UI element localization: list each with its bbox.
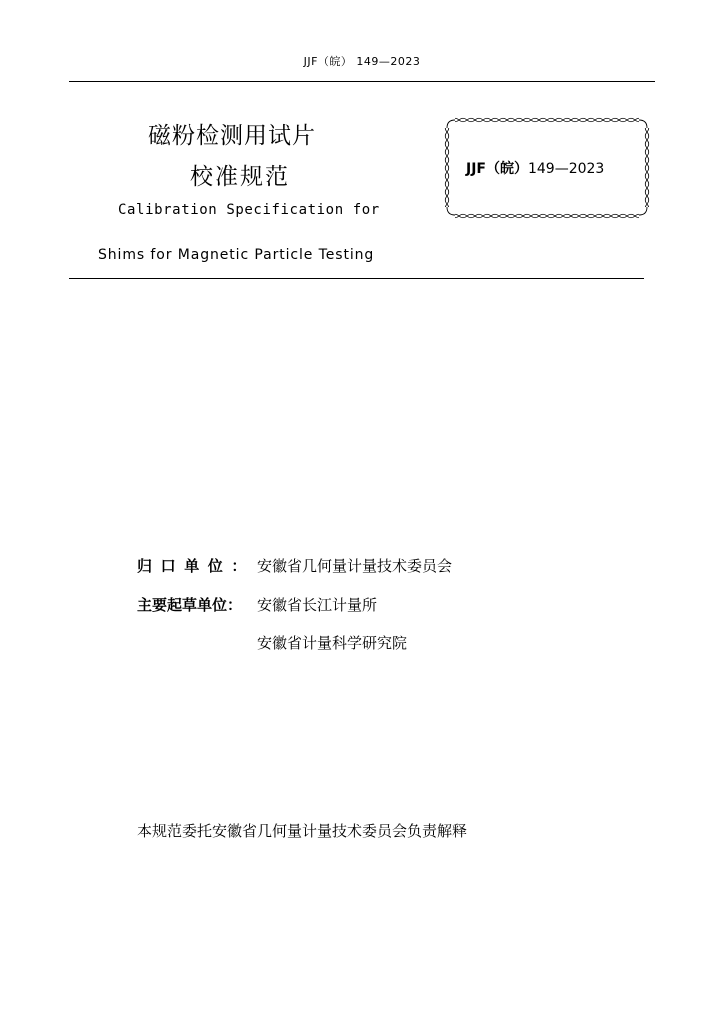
drafting-unit-value-1: 安徽省长江计量所 (257, 596, 378, 614)
responsible-unit-value: 安徽省几何量计量技术委员会 (257, 557, 453, 575)
header-rule (69, 81, 655, 82)
drafting-unit-row (137, 594, 377, 615)
title-english-line-2: Shims for Magnetic Particle Testing (98, 247, 375, 263)
responsible-unit-row (137, 555, 452, 576)
drafting-unit-row-2 (137, 632, 407, 653)
title-rule (69, 278, 644, 279)
title-chinese-line-2: 校准规范 (190, 164, 290, 190)
drafting-unit-label: 主要起草单位： (137, 596, 243, 614)
title-english-line-1: Calibration Specification for (118, 202, 380, 218)
standard-code-number: 149—2023 (527, 161, 605, 177)
standard-code-prefix: JJF（皖） (466, 161, 528, 177)
responsible-unit-label: 归口单位： (137, 557, 256, 575)
drafting-unit-value-2: 安徽省计量科学研究院 (257, 634, 408, 652)
interpretation-note: 本规范委托安徽省几何量计量技术委员会负责解释 (137, 822, 468, 840)
title-chinese-line-1: 磁粉检测用试片 (148, 123, 316, 149)
standard-code (466, 158, 604, 178)
running-header: JJF（皖） 149—2023 (303, 55, 421, 68)
